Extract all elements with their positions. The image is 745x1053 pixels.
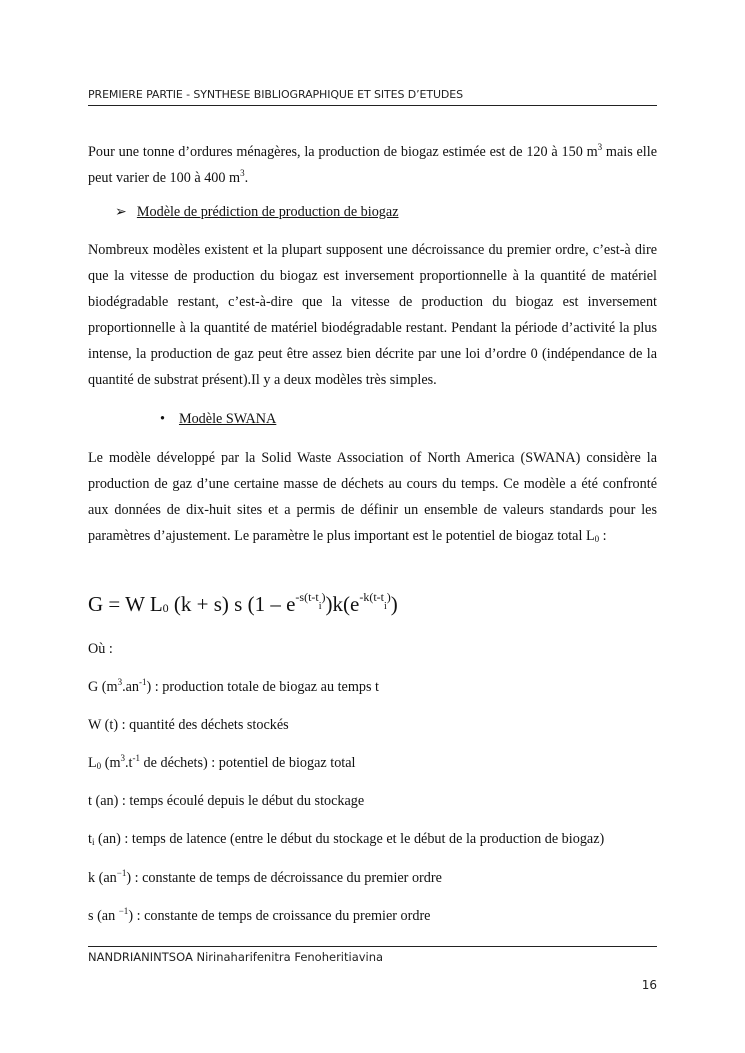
superscript: 3 [117, 677, 123, 687]
superscript: -1 [132, 753, 140, 763]
text: k (an [88, 870, 117, 886]
footer-author: NANDRIANINTSOA Nirinaharifenitra Fenoheritiavina [88, 950, 384, 964]
text: G = W L [88, 592, 163, 616]
section-heading-prediction-model [115, 204, 399, 221]
text: (an) : temps de latence (entre le début du stockage et le début de la production de biogaz) [94, 831, 605, 847]
superscript: 3 [240, 168, 245, 178]
dot-bullet-icon: • [160, 411, 165, 427]
text: L [88, 755, 97, 771]
subscript: i [91, 837, 95, 847]
section-heading-swana [160, 411, 276, 428]
text: Pour une tonne d’ordures ménagères, la production de biogaz estimée est de 120 à 150 m [88, 144, 598, 160]
text: )k(e [325, 592, 360, 616]
text: s (an [88, 908, 119, 924]
subscript: 0 [594, 534, 600, 544]
heading-text: Modèle de prédiction de production de biogaz [136, 204, 399, 220]
paragraph-models: Nombreux modèles existent et la plupart supposent une décroissance du premier ordre, c’est-à dire que la vitesse de production du biogaz est inversement proportionnelle à la quantité de matériel biodégradable restant, c’est-à-dire que la vitesse de production du biogaz est inversement proportionnelle à la quantité de matériel biodégradable restant. Pendant la période d’activité la plus intense, la production de gaz peut être assez bien décrite par une loi d’ordre 0 (indépendance de la quantité de substrat présent).Il y a deux modèles très simples. [88, 242, 657, 388]
subscript: i [318, 601, 322, 612]
text: t [88, 831, 92, 847]
text: .an [122, 679, 140, 695]
arrow-bullet-icon: ➢ [115, 204, 127, 220]
text: : [599, 528, 607, 544]
text: Le modèle développé par la Solid Waste Association of North America (SWANA) considère la production de gaz d’une certaine masse de déchets au cours du temps. Ce modèle a été confronté aux données de dix-huit sites et a permis de définir un ensemble de valeurs standards pour les paramètres d’ajustement. Le paramètre le plus important est le potentiel de biogaz total L [88, 450, 657, 544]
definition-ti [88, 831, 604, 848]
running-header: PREMIERE PARTIE - SYNTHESE BIBLIOGRAPHIQUE ET SITES D’ETUDES [88, 88, 464, 101]
paragraph-biogaz-yield [88, 139, 657, 191]
subscript: 0 [162, 601, 169, 615]
superscript: −1 [116, 868, 127, 878]
footer-rule [88, 946, 657, 947]
text: (m [101, 755, 121, 771]
exponent [295, 590, 326, 612]
superscript: −1 [118, 906, 129, 916]
text: ) : constante de temps de croissance du premier ordre [128, 908, 431, 924]
definition-t: t (an) : temps écoulé depuis le début du stockage [88, 793, 365, 809]
subscript: i [383, 601, 387, 612]
header-rule [88, 105, 657, 106]
text: ) [390, 592, 398, 616]
definition-L0 [88, 755, 355, 772]
text: .t [124, 755, 133, 771]
definition-s [88, 908, 430, 925]
text: . [244, 170, 249, 186]
definition-W: W (t) : quantité des déchets stockés [88, 717, 289, 733]
text: (k + s) s (1 – e [168, 592, 296, 616]
definition-k [88, 870, 442, 887]
text: G (m [88, 679, 118, 695]
text: ) [321, 590, 326, 604]
text: ) [386, 590, 391, 604]
text: ) : production totale de biogaz au temps t [146, 679, 379, 695]
superscript: 3 [597, 142, 603, 152]
subscript: 0 [96, 761, 102, 771]
swana-formula [88, 592, 657, 617]
exponent [359, 590, 391, 612]
text: de déchets) : potentiel de biogaz total [139, 755, 356, 771]
page-number: 16 [641, 978, 657, 992]
heading-text: Modèle SWANA [178, 411, 277, 427]
text: -s(t-t [295, 590, 319, 604]
superscript: -1 [139, 677, 147, 687]
text: ) : constante de temps de décroissance du premier ordre [126, 870, 442, 886]
where-label: Où : [88, 641, 113, 657]
definition-G [88, 679, 379, 696]
paragraph-swana [88, 445, 657, 549]
text: -k(t-t [359, 590, 384, 604]
text: mais elle peut varier de 100 à 400 m [88, 144, 657, 186]
superscript: 3 [120, 753, 125, 763]
